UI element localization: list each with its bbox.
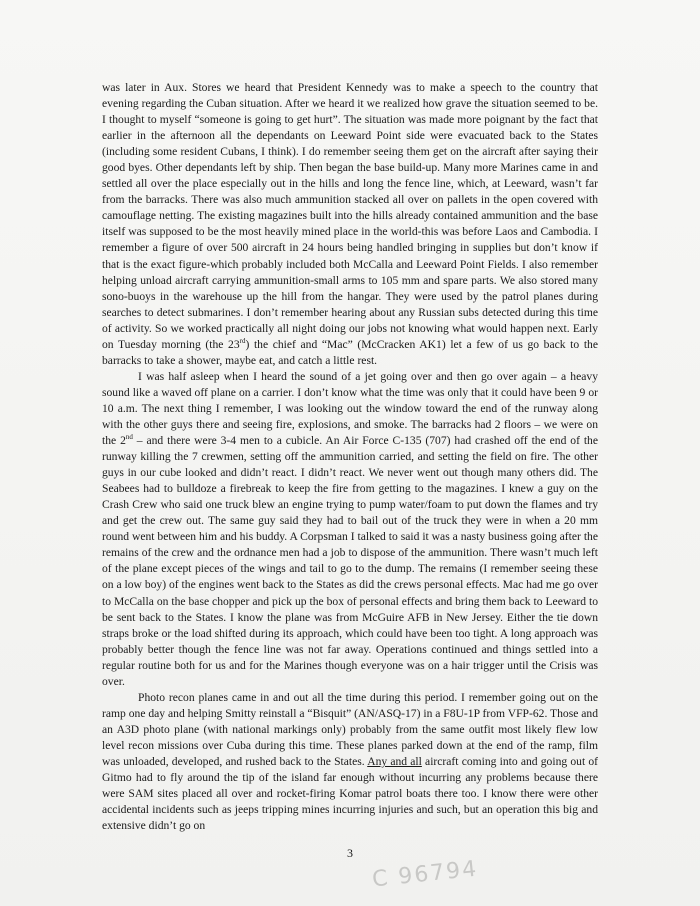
paragraph-photo-recon [102,690,598,834]
ordinal-suffix: nd [125,433,133,442]
text-run: Photo recon planes came in and out all the time during this period. I remember going out on the ramp one day and helping Smitty reinstall a “Bisquit” (AN/ASQ-17) in a F8U-1P from VFP-62. Those and an A3D photo plane (with national markings only) probably from the same outfit most likely flew low level recon missions over Cuba during this time. These planes parked down at the end of the ramp, film was unloaded, developed, and rushed back to the States. [102,690,599,768]
text-run: ) the chief and “Mac” (McCracken AK1) let a few of us go back to the barracks to take a shower, maybe eat, and catch a little rest. [102,337,598,367]
paragraph-jet-crash [102,369,598,690]
text-run: – and there were 3-4 men to a cubicle. An Air Force C-135 (707) had crashed off the end of the runway killing the 7 crewmen, setting off the ammunition carried, and setting the field on fire. The other guys in our cube looked and didn’t react. I didn’t react. We never went out though many others did. The Seabees had to bulldoze a firebreak to keep the fire from getting to the magazines. I knew a guy on the Crash Crew who said one truck blew an engine trying to pump water/foam to put down the flames and try and get the crew out. The same guy said they had to bail out of the truck they were in when a 20 mm round went between him and his buddy. A Corpsman I talked to said it was a nasty business going after the remains of the crew and the ordnance men had a job to dispose of the ammunition. There wasn’t much left of the plane except pieces of the wings and tail to go to the dump. The remains (I remember seeing these on a low boy) of the engines went back to the States as did the crews personal effects. Mac had me go over to McCalla on the base chopper and pick up the box of personal effects and bring them back to Leeward to be sent back to the States. I know the plane was from McGuire AFB in New Jersey. Either the tie down straps broke or the load shifted during its approach, which could have been too tight. A long approach was probably better though the fence line was not far away. Operations continued and things settled into a regular routine both for us and for the Marines though everyone was on a hair trigger until the Crisis was over. [102,434,599,688]
underlined-text: Any and all [367,754,422,768]
text-run: was later in Aux. Stores we heard that President Kennedy was to make a speech to the country that evening regarding the Cuban situation. After we heard it we realized how grave the situation seemed to be. I thought to myself “someone is going to get hurt”. The situation was made more poignant by the fact that earlier in the afternoon all the dependants on Leeward Point side were evacuated back to the States (including some resident Cubans, I think). I do remember seeing them get on the aircraft after saying their good byes. Other dependants left by ship. Then began the base build-up. Many more Marines came in and settled all over the place especially out in the hills and long the fence line, which, at Leeward, wasn’t far from the barracks. There was also much ammunition stacked all over on pallets in the open covered with camouflage netting. The existing magazines built into the hills already contained ammunition and the base itself was supposed to be the most heavily mined place in the world-this was before Laos and Cambodia. I remember a figure of over 500 aircraft in 24 hours being handled bringing in supplies but don’t know if that is the exact figure-which probably included both McCalla and Leeward Point Fields. I also remember helping unload aircraft carrying ammunition-small arms to 105 mm and spare parts. We also stored many sono-buoys in the warehouse up the hill from the hangar. They were used by the patrol planes during searches to detect submarines. I don’t remember hearing about any Russian subs detected during this time of activity. So we worked practically all night doing our jobs not knowing what would happen next. Early on Tuesday morning (the 23 [102,81,598,351]
faint-handwritten-mark: C 96794 [370,856,480,893]
paragraph-aux-stores [102,80,598,369]
text-run: aircraft coming into and going out of Gitmo had to fly around the tip of the island far enough without incurring any problems because there were SAM sites placed all over and rocket-firing Komar patrol boats there too. I know there were other accidental incidents such as jeeps tripping mines incurring injuries and such, but an operation this big and extensive didn’t go on [102,754,598,833]
text-run: I was half asleep when I heard the sound of a jet going over and then go over again – a heavy sound like a waved off plane on a carrier. I don’t know what the time was only that it could have been 9 or 10 a.m. The next thing I remember, I was looking out the window toward the end of the runway along with the other guys there and seeing fire, explosions, and smoke. The barracks had 2 floors – we were on the 2 [102,369,598,448]
page-number: 3 [347,846,353,860]
body-text [102,80,598,834]
ordinal-suffix: rd [239,336,246,345]
